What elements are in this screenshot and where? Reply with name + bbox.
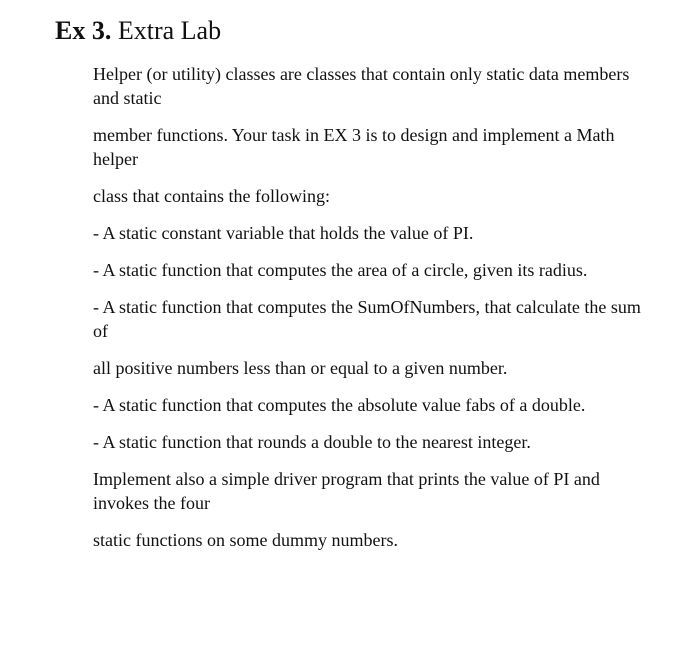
paragraph-class-contains: class that contains the following: xyxy=(93,186,330,206)
requirement-fabs: - A static function that computes the absolute value fabs of a double. xyxy=(93,395,586,415)
requirement-sum-of-numbers-cont: all positive numbers less than or equal to a given number. xyxy=(93,358,508,378)
paragraph-intro: Helper (or utility) classes are classes that contain only static data members and static xyxy=(93,64,630,108)
requirement-sum-of-numbers: - A static function that computes the SumOfNumbers, that calculate the sum of xyxy=(93,297,641,341)
requirement-pi-constant: - A static constant variable that holds the value of PI. xyxy=(93,223,474,243)
paragraph-task: member functions. Your task in EX 3 is to design and implement a Math helper xyxy=(93,125,615,169)
exercise-body xyxy=(93,62,653,565)
exercise-title: Extra Lab xyxy=(117,16,222,45)
requirement-circle-area: - A static function that computes the area of a circle, given its radius. xyxy=(93,260,588,280)
paragraph-driver: Implement also a simple driver program that prints the value of PI and invokes the four xyxy=(93,469,600,513)
exercise-heading xyxy=(55,14,221,48)
paragraph-driver-cont: static functions on some dummy numbers. xyxy=(93,530,398,550)
exercise-number: Ex 3. xyxy=(55,16,112,45)
requirement-round: - A static function that rounds a double to the nearest integer. xyxy=(93,432,531,452)
